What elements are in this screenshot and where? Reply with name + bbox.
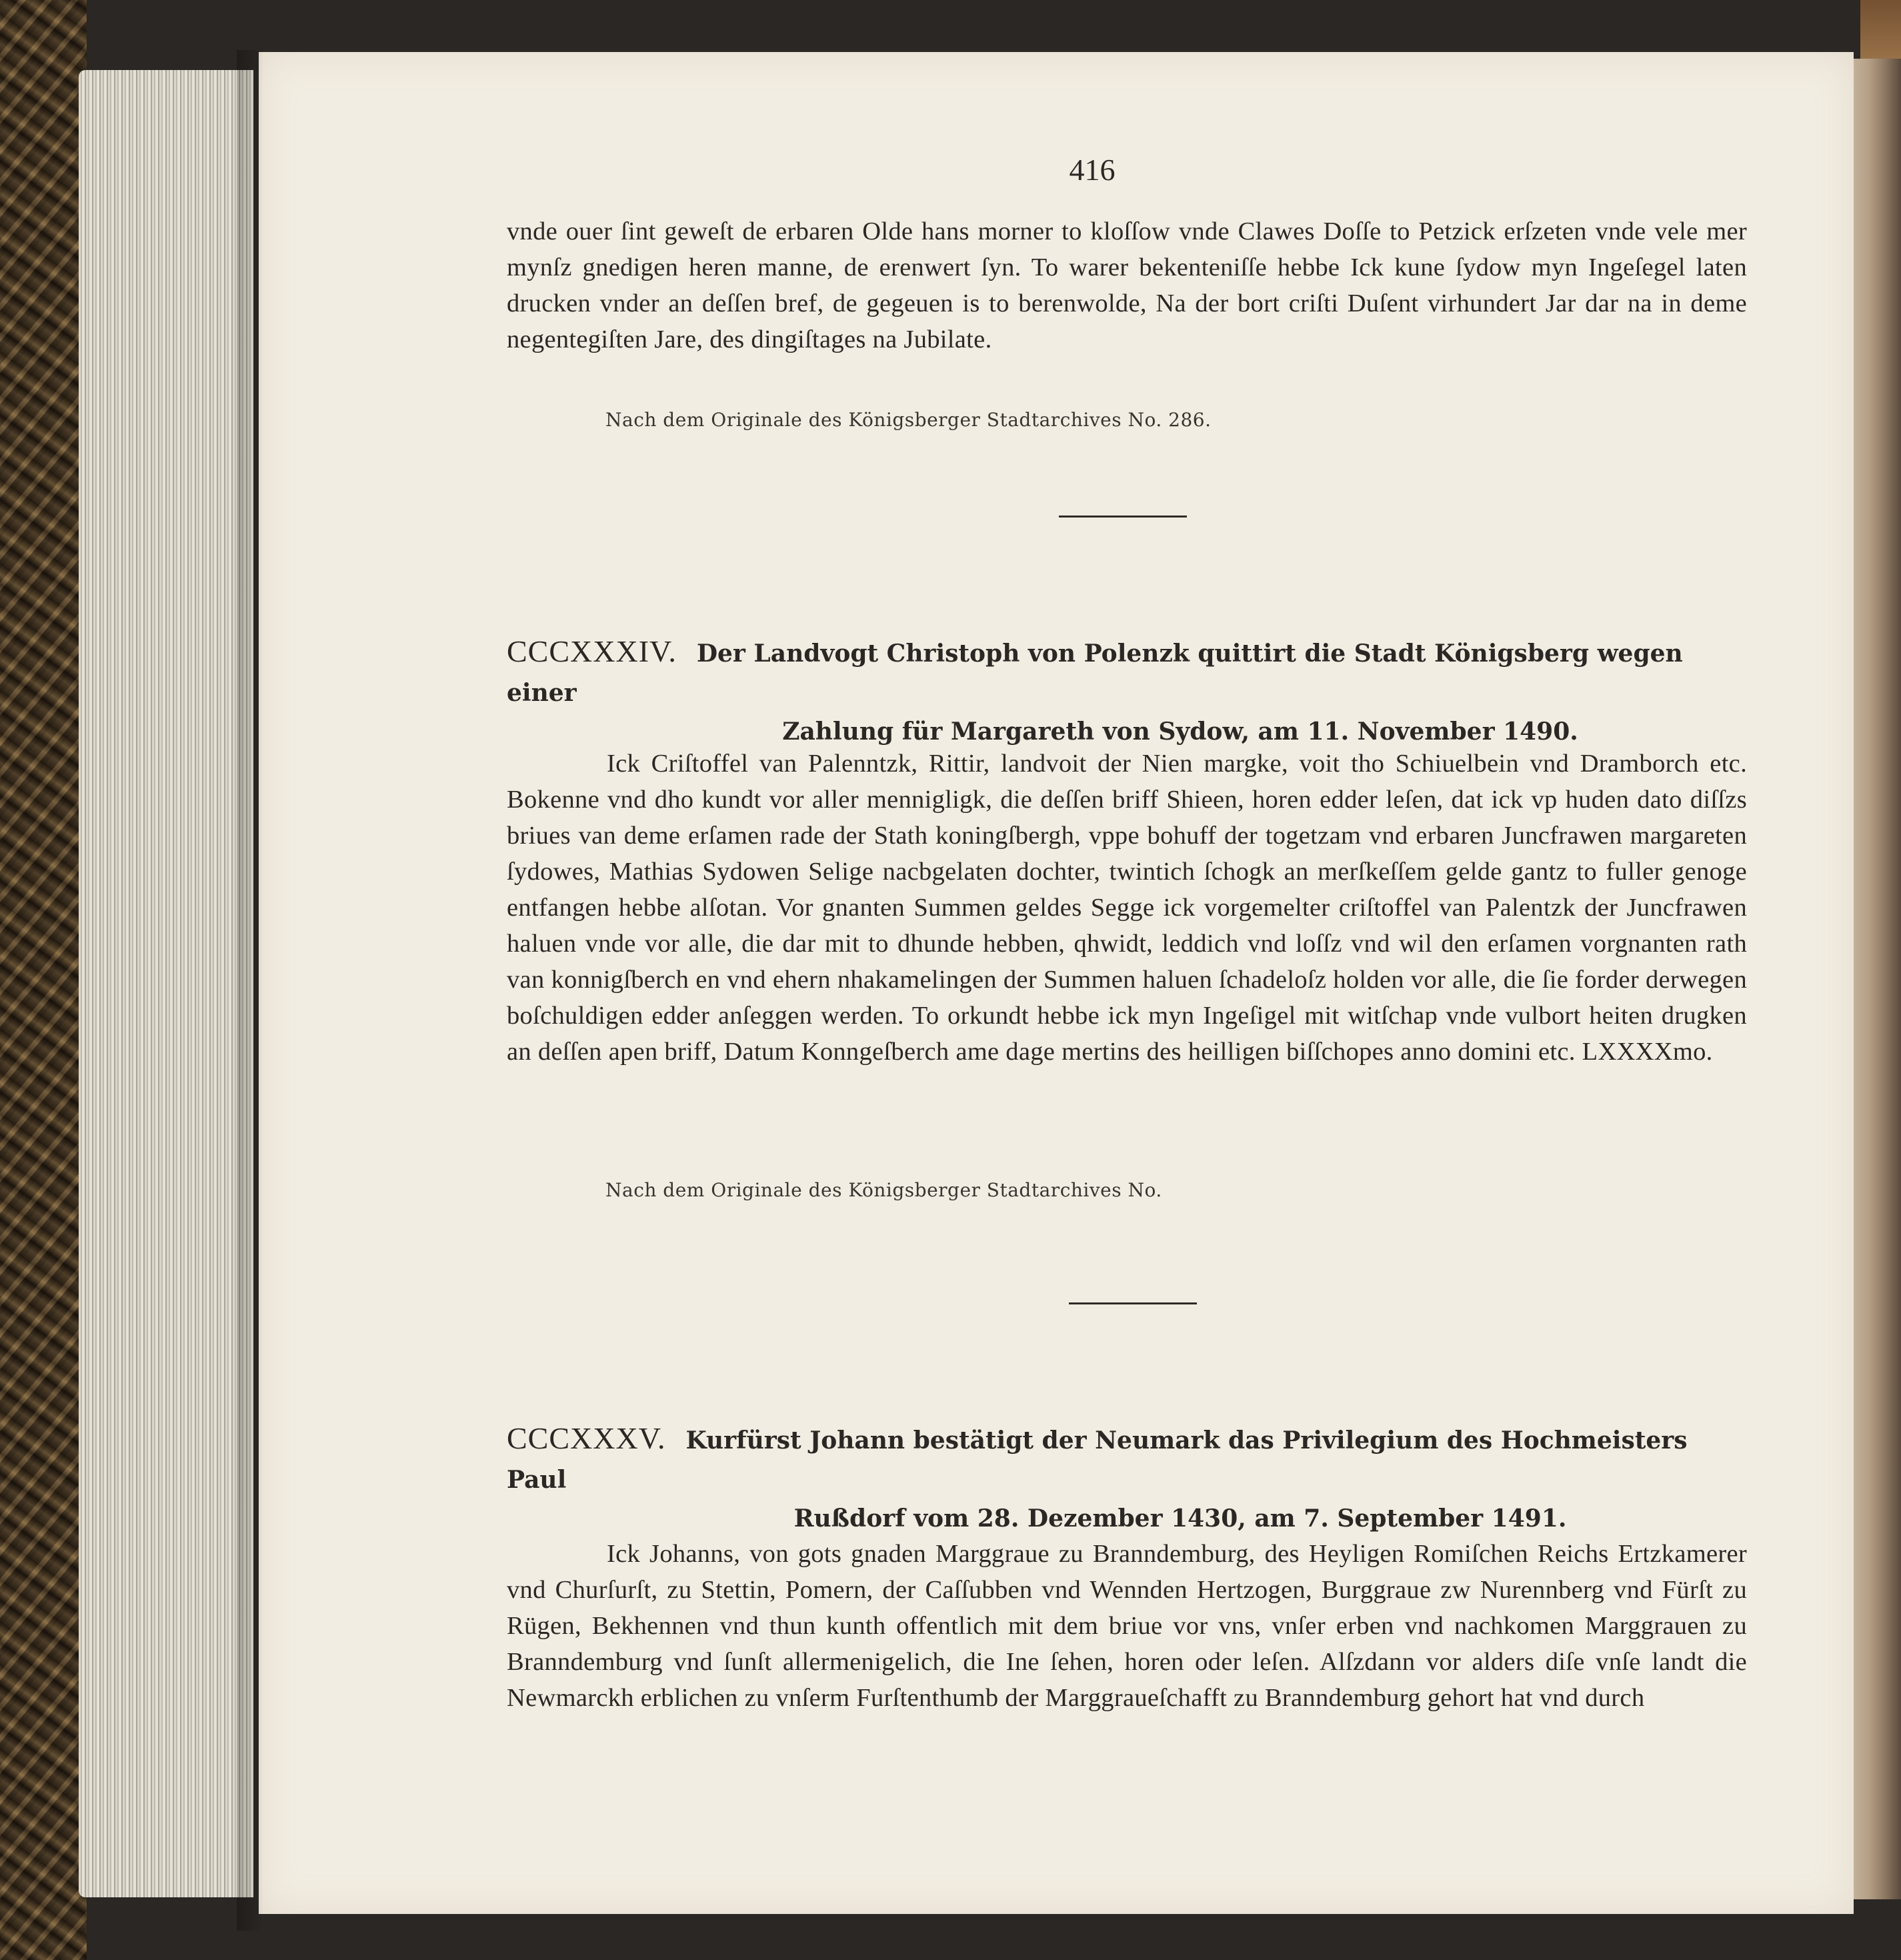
section-heading-cccxxxv bbox=[507, 1419, 1747, 1538]
section-title-line2: Zahlung für Margareth von Sydow, am 11. November 1490. bbox=[782, 718, 1578, 746]
section-title-line2: Rußdorf vom 28. Dezember 1430, am 7. September 1491. bbox=[793, 1505, 1567, 1533]
section-number: CCCXXXIV. bbox=[507, 634, 677, 668]
section-divider-1 bbox=[1059, 516, 1187, 518]
page-content bbox=[259, 52, 1854, 1914]
gutter-shadow bbox=[237, 50, 263, 1931]
right-page-edge bbox=[1847, 59, 1901, 1899]
marbled-cover bbox=[0, 0, 87, 1960]
document-page bbox=[259, 52, 1854, 1914]
section-number: CCCXXXV. bbox=[507, 1421, 666, 1455]
source-note-b: Nach dem Originale des Königsberger Stadtarchives No. bbox=[605, 1179, 1162, 1201]
charter-paragraph-cccxxxv: Ick Johanns, von gots gnaden Marggraue zu Branndemburg, des Heyligen Romiſchen Reichs Ertzkamerer vnd Churſurſt, zu Stettin, Pomern, der Caſſubben vnd Wennden Hertzogen, Burggraue zw Nurennberg vnd Fürſt zu Rügen, Bekhennen vnd thun kunth offentlich mit dem briue vor vns, vnſer erben vnd nachkomen Marggrauen zu Branndemburg vnd ſunſt allermenigelich, die Ine ſehen, horen oder leſen. Alſzdann vor alders diſe vnſe landt die Newmarckh erblichen zu vnſerm Furſtenthumb der Marggraueſchafft zu Branndemburg gehort hat vnd durch bbox=[507, 1540, 1747, 1712]
source-note-a: Nach dem Originale des Königsberger Stadtarchives No. 286. bbox=[605, 409, 1212, 431]
section-heading-cccxxxiv bbox=[507, 632, 1747, 751]
continuation-paragraph: vnde ouer ſint geweſt de erbaren Olde hans morner to kloſſow vnde Clawes Doſſe to Petzick erſzeten vnde vele mer mynſz gnedigen heren manne, de erenwert ſyn. To warer bekenteniſſe hebbe Ick kune ſydow myn Ingeſegel laten drucken vnder an deſſen bref, de gegeuen is to berenwolde, Na der bort criſti Duſent virhundert Jar dar na in deme negentegiſten Jare, des dingiſtages na Jubilate. bbox=[507, 217, 1747, 353]
section-divider-2 bbox=[1069, 1302, 1197, 1304]
section-title-line1: Kurfürst Johann bestätigt der Neumark das Privilegium des Hochmeisters Paul bbox=[507, 1426, 1688, 1494]
page-number: 416 bbox=[1069, 153, 1116, 187]
charter-paragraph-cccxxxiv: Ick Criſtoffel van Palenntzk, Rittir, landvoit der Nien margke, voit tho Schiuelbein vnd Dramborch etc. Bokenne vnd dho kundt vor aller mennigligk, die deſſen briff Shieen, horen edder leſen, dat ick vp huden dato diſſzs briues van deme erſamen rade der Stath koningſbergh, vppe bohuff der togetzam vnd erbaren Juncfrawen margareten ſydowes, Mathias Sydowen Selige nacbgelaten dochter, twintich ſchogk an merſkeſſem gelde gantz to fuller genoge entfangen hebbe alſotan. Vor gnanten Summen geldes Segge ick vorgemelter criſtoffel van Palentzk der Juncfrawen haluen vnde vor alle, die dar mit to dhunde hebben, qhwidt, leddich vnd loſſz vnd wil den erſamen vorgnanten rath van konnigſberch en vnd ehern nhakamelingen der Summen haluen ſchadeloſz holden vor alle, die ſie forder derwegen boſchuldigen edder anſeggen werden. To orkundt hebbe ick myn Ingeſigel mit witſchap vnde vulbort heiten drugken an deſſen apen briff, Datum Konngeſberch ame dage mertins des heilligen biſſchopes anno domini etc. LXXXXmo. bbox=[507, 750, 1747, 1066]
page-edges bbox=[79, 70, 253, 1897]
section-title-line1: Der Landvogt Christoph von Polenzk quittirt die Stadt Königsberg wegen einer bbox=[507, 640, 1683, 707]
